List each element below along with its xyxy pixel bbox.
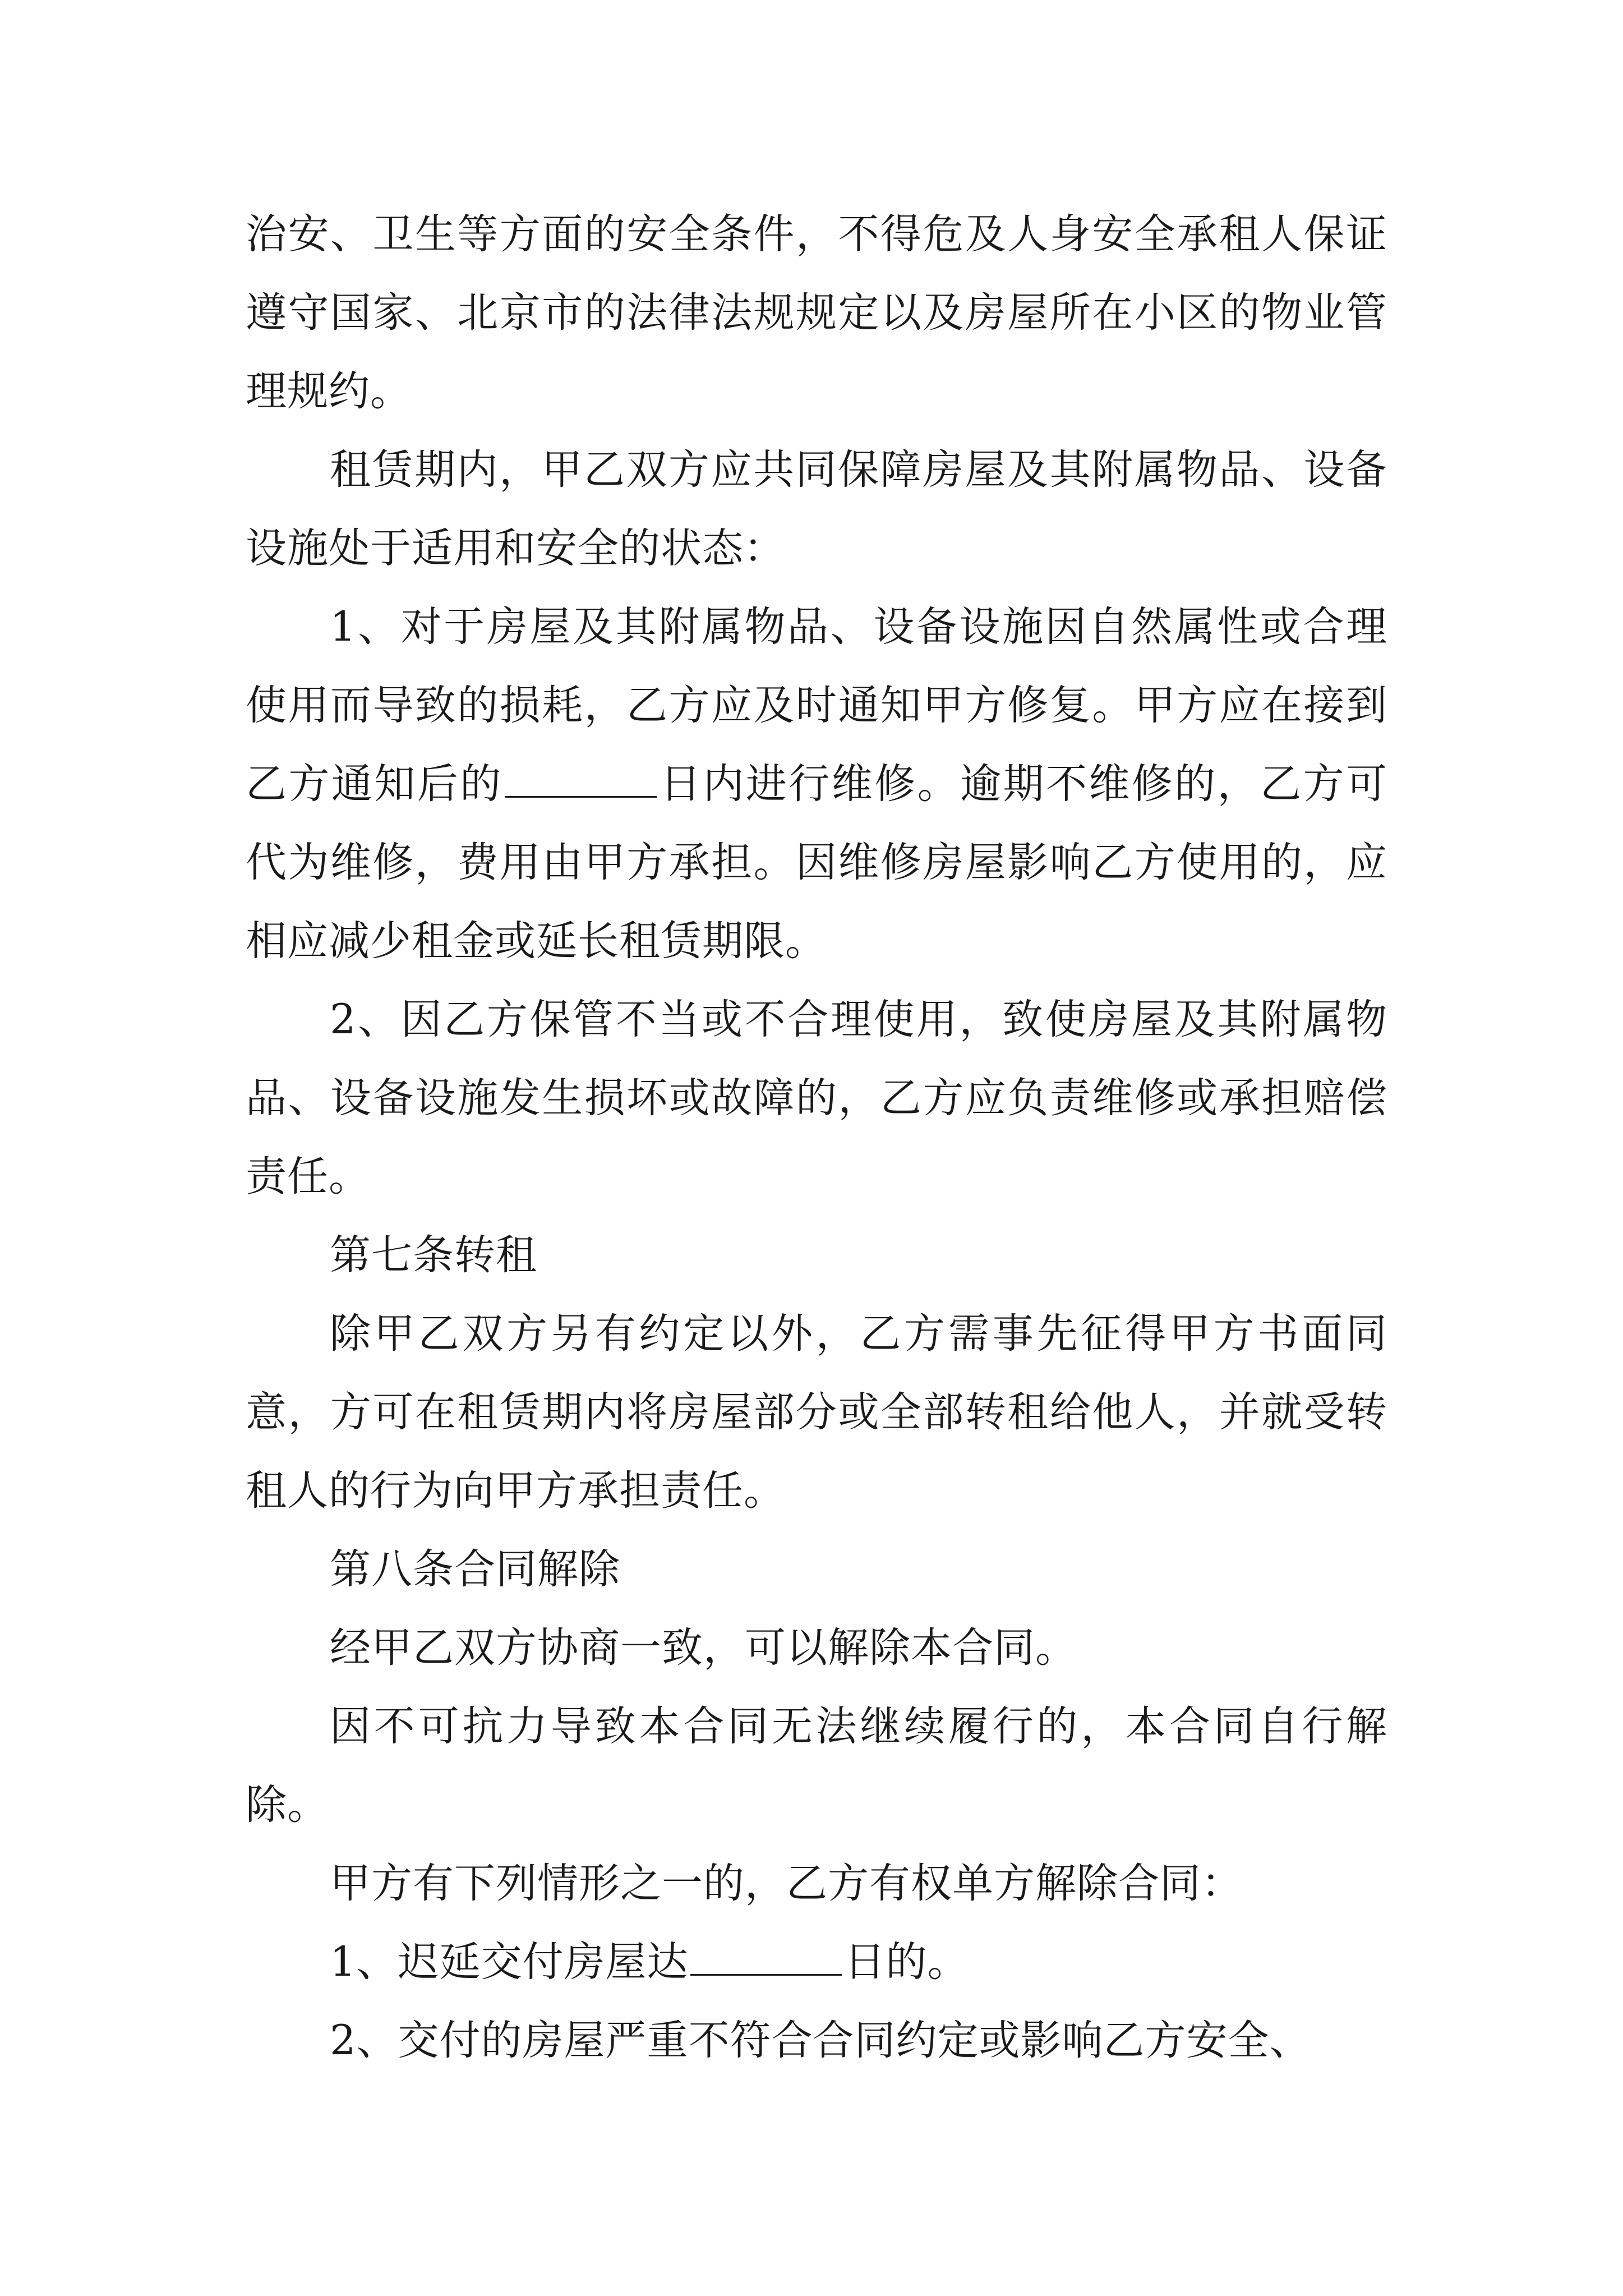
paragraph-text: 日内进行维修。逾期不维修的，乙方可代为维修，费用由甲方承担。因维修房屋影响乙方使用的，应相应减少租金或延长租赁期限。 (246, 760, 1387, 965)
paragraph-lease-maintenance (246, 431, 1387, 588)
paragraph-text: 因不可抗力导致本合同无法继续履行的，本合同自行解除。 (246, 1703, 1387, 1829)
paragraph-termination-item-1 (246, 1923, 1387, 2001)
paragraph-item-2-damage (246, 981, 1387, 1216)
paragraph-text: 1、迟延交付房屋达 (330, 1938, 689, 1986)
paragraph-text: 除甲乙双方另有约定以外，乙方需事先征得甲方书面同意，方可在租赁期内将房屋部分或全部转租给他人，并就受转租人的行为向甲方承担责任。 (246, 1310, 1387, 1515)
paragraph-item-1-repair (246, 588, 1387, 981)
section-heading-text: 第七条转租 (330, 1231, 537, 1279)
paragraph-text: 日的。 (844, 1938, 969, 1986)
paragraph-text: 2、因乙方保管不当或不合理使用，致使房屋及其附属物品、设备设施发生损坏或故障的，乙方应负责维修或承担赔偿责任。 (246, 996, 1387, 1200)
paragraph-mutual-termination (246, 1609, 1387, 1687)
paragraph-sublease (246, 1295, 1387, 1530)
fill-in-blank-delay-days[interactable] (690, 1940, 842, 1976)
fill-in-blank-days[interactable] (505, 762, 657, 798)
section-heading-text: 第八条合同解除 (330, 1545, 620, 1593)
paragraph-text: 1、对于房屋及其附属物品、设备设施因自然属性或合理使用而导致的损耗，乙方应及时通知甲方修复。甲方应在接到乙方通知后的 (246, 603, 1387, 808)
paragraph-text: 2、交付的房屋严重不符合合同约定或影响乙方安全、 (330, 2017, 1311, 2064)
paragraph-text: 甲方有下列情形之一的，乙方有权单方解除合同： (330, 1860, 1243, 1907)
paragraph-text: 经甲乙双方协商一致，可以解除本合同。 (330, 1624, 1077, 1672)
paragraph-safety-conditions (246, 195, 1387, 431)
paragraph-force-majeure (246, 1687, 1387, 1844)
document-body (246, 195, 1387, 2080)
section-heading-sublease (246, 1216, 1387, 1295)
paragraph-termination-item-2 (246, 2001, 1387, 2080)
section-heading-termination (246, 1530, 1387, 1609)
paragraph-tenant-right-terminate (246, 1844, 1387, 1923)
paragraph-text: 治安、卫生等方面的安全条件，不得危及人身安全承租人保证遵守国家、北京市的法律法规规定以及房屋所在小区的物业管理规约。 (246, 210, 1387, 415)
paragraph-text: 租赁期内，甲乙双方应共同保障房屋及其附属物品、设备设施处于适用和安全的状态： (246, 446, 1387, 572)
